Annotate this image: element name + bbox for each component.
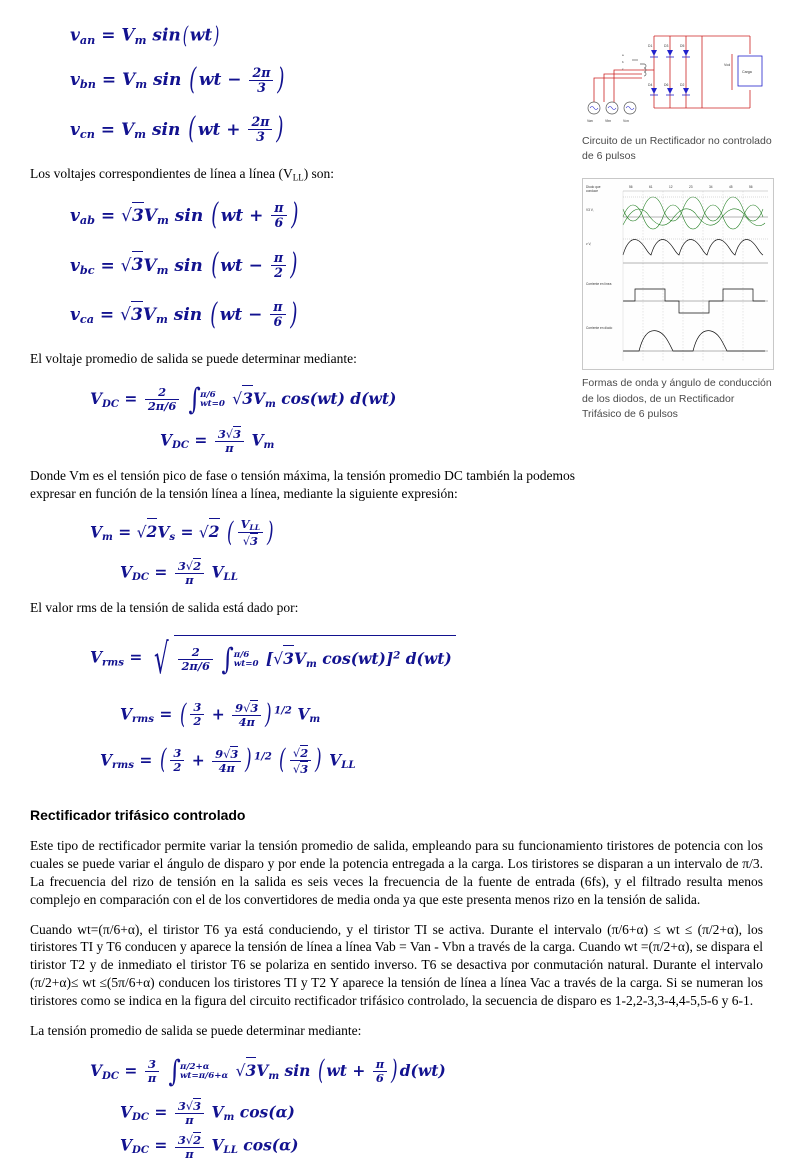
svg-text:56: 56 [629,185,633,190]
formula-group-rms [30,627,575,781]
paragraph-average-voltage: El voltaje promedio de salida se puede determinar mediante: [30,350,357,366]
svg-text:b: b [622,60,624,64]
formula-group-phase-voltages [30,19,575,153]
formula-vrms-vm: $V_{rms}$ = ( $\frac{3}{2}$ + $\frac{9√3}{4\pi}$ ) $^{1/2}$ $V_m$ [120,698,321,730]
source-symbols [588,102,636,114]
section-heading-controlled: Rectificador trifásico controlado [30,807,246,824]
formula-vbn: $v_{bn} = V_m$ sin ( wt − $\frac{2\pi}{3}$ ) [70,61,285,97]
para-ll-end: ) son: [303,165,335,181]
paragraph-line-to-line [30,165,575,184]
paragraph-controlled-1: Este tipo de rectificador permite variar la tensión promedio de salida, empleando para su funcionamiento tiristores de potencia con los cuales se puede variar el ángulo de disparo y por ende la potencia entregada a la carga. Los tiristores se disparan a un intervalo de π/3. La frecuencia del rizo de tensión en la salida es seis veces la frecuencia de la fuente de entrada (6fs), y el filtrado resulta menos complejo en comparación con el de los convertidores de media onda ya que este presenta menos rizo en la tensión de salida. [30,838,763,907]
waveform-image [582,178,774,370]
formula-vdc-cos-vm: $V_{DC}$ = $\frac{3√3}{\pi}$ $V_m$ cos(α) [120,1099,295,1127]
formula-vcn: $v_{cn} = V_m$ sin ( wt + $\frac{2\pi}{3}$ ) [70,111,284,147]
formula-vdc-vll: $V_{DC}$ = $\frac{3√2}{\pi}$ $V_{LL}$ [120,559,238,588]
formula-group-controlled [30,1050,763,1161]
svg-text:D2: D2 [680,83,685,87]
circuit-diagram-image [582,16,772,128]
formula-group-vdc [30,378,575,456]
circuit-caption: Circuito de un Rectificador no controlado de 6 pulsos [582,135,772,163]
formula-vdc-result: $V_{DC}$ = $\frac{3√3}{\pi}$ $V_m$ [160,427,275,456]
svg-text:D5: D5 [680,44,685,48]
svg-text:12: 12 [669,185,673,190]
svg-text:c: c [622,67,624,71]
svg-text:V3 V,: V3 V, [586,208,594,213]
waveform-svg [583,179,771,367]
formula-van: $v_{an} = V_m$ sin( wt) [70,23,220,49]
formula-vm: $V_m = √2V_s = √2$ ( $\frac{V_{LL}}{√3}$ ) [90,516,274,549]
svg-text:Corriente en diodo: Corriente en diodo [586,326,613,331]
svg-text:Carga: Carga [742,70,752,74]
svg-text:Van: Van [587,119,593,123]
controlled-rectifier-section [30,807,763,1161]
formula-vdc-cos-vll: $V_{DC}$ = $\frac{3√2}{\pi}$ $V_{LL}$ cos(α) [120,1132,299,1161]
para-ll-sub: LL [292,172,304,183]
figure-circuit [582,16,772,164]
formula-vca: $v_{ca} = √3V_m$ sin ( wt − $\frac{\pi}{6}$ ) [70,296,297,332]
figure-waveform [582,178,772,422]
formula-vrms-vll: $V_{rms}$ = ( $\frac{3}{2}$ + $\frac{9√3}{4\pi}$ ) $^{1/2}$ ( $\frac{√2}{√3}$ ) $V_{LL}$ [100,744,356,776]
svg-text:23: 23 [689,185,693,190]
paragraph-rms: El valor rms de la tensión de salida está dado por: [30,600,299,616]
circuit-svg [582,16,772,128]
formula-vab: $v_{ab} = √3V_m$ sin ( wt + $\frac{\pi}{6}$ ) [70,197,298,233]
text-column [30,19,575,781]
svg-text:56: 56 [749,185,753,190]
para-ll-start: Los voltajes correspondientes de línea a línea (V [30,165,293,181]
paragraph-controlled-3: La tensión promedio de salida se puede determinar mediante: [30,1022,362,1038]
formula-group-line-voltages [30,194,575,338]
svg-text:D1: D1 [648,44,653,48]
svg-text:Corriente en línea: Corriente en línea [586,282,612,287]
svg-text:D6: D6 [664,83,669,87]
svg-text:45: 45 [729,185,733,190]
svg-text:D3: D3 [664,44,669,48]
formula-vdc-controlled-integral: $V_{DC}$ = $\frac{3}{\pi}$ ∫ π/2+α wt=π/6+α $√3V_m$ sin ( wt + $\frac{\pi}{6}$ ) d(wt) [90,1053,446,1088]
waveform-caption: Formas de onda y ángulo de conducción de los diodos, de un Rectificador Trifásico de 6 pulsos [582,377,772,420]
svg-text:Vbn: Vbn [605,119,612,123]
svg-text:61: 61 [649,185,653,190]
svg-text:a: a [622,53,624,57]
formula-vdc-integral: $V_{DC}$ = $\frac{2}{2\pi/6}$ ∫ π/6 wt=0 $√3V_m$ cos(wt) d(wt) [90,382,397,417]
figures-column [582,16,772,432]
svg-text:conduce: conduce [586,189,599,194]
formula-group-vm [30,513,575,587]
formula-vbc: $v_{bc} = √3V_m$ sin ( wt − $\frac{\pi}{2}$ ) [70,246,298,282]
paragraph-controlled-2: Cuando wt=(π/6+α), el tiristor T6 ya está conduciendo, y el tiristor TI se activa. Durante el intervalo (π/6+α) ≤ wt ≤ (π/2+α), los tiristores TI y T6 conducen y aparece la tensión de línea a línea Vab = Van - Vbn a través de la carga. Cuando wt =(π/2+α), se dispara el tiristor T2 y de inmediato el tiristor T6 se polariza en sentido inverso. T6 se desactiva por conmutación natural. Durante el intervalo (π/2+α)≤ wt ≤(5π/6+α) conducen los tiristores TI y T2 Y aparece la tensión de línea a línea Vac a través de la carga. Si se numeran los tiristores como se indica en la figura del circuito rectificador trifásico controlado, la secuencia de disparo es 1-2,2-3,3-4,4-5,5-6 y 6-1. [30,921,763,1008]
paragraph-vm-definition: Donde Vm es el tensión pico de fase o tensión máxima, la tensión promedio DC también la podemos expresar en función de la tensión línea a línea, mediante la siguiente expresión: [30,468,575,502]
svg-text:v V,: v V, [586,242,592,247]
svg-text:34: 34 [709,185,713,190]
formula-vrms-integral: $V_{rms}$ = √ $\frac{2}{2\pi/6}$ ∫ π/6 wt=0 [$√3V_m$ cos(wt)]$^2$ d(wt) [30,627,575,690]
svg-text:Vcd: Vcd [724,63,731,67]
svg-text:Vcn: Vcn [623,119,629,123]
svg-text:Diodo que: Diodo que [586,185,601,190]
svg-text:D4: D4 [648,83,653,87]
